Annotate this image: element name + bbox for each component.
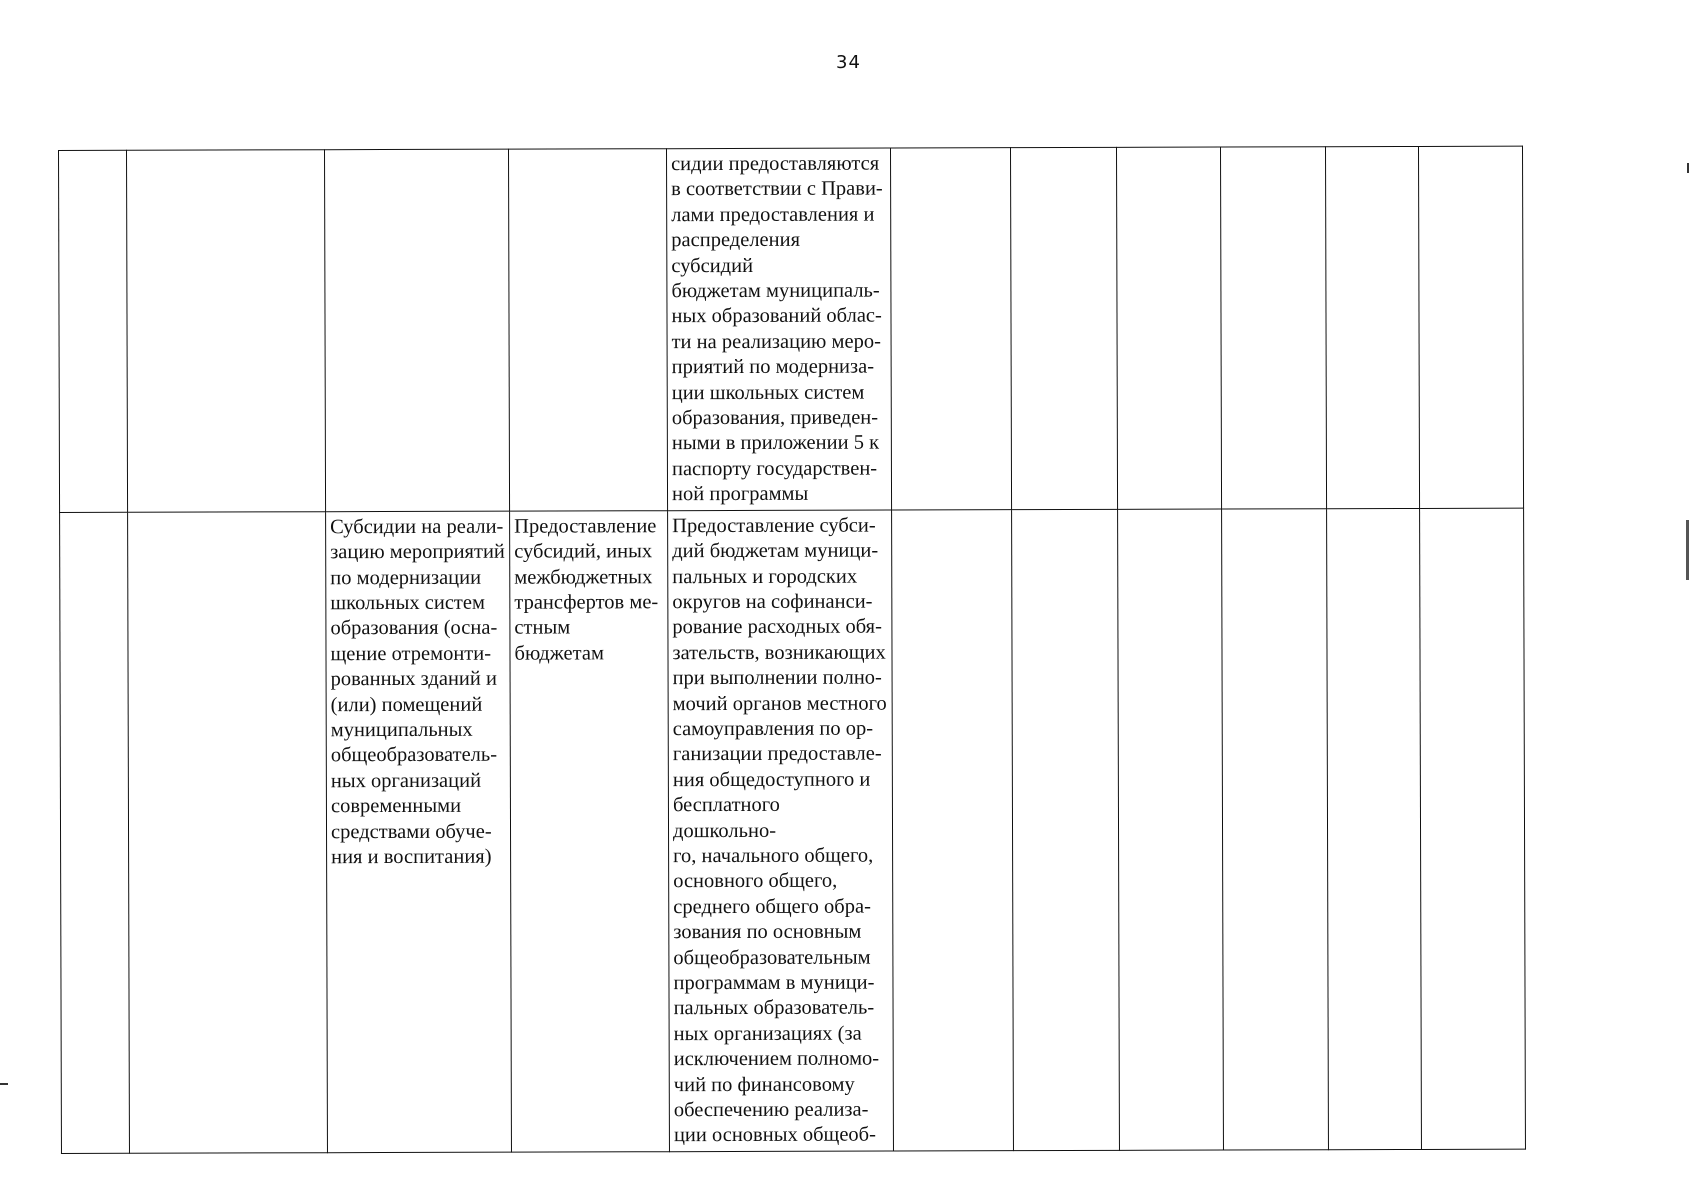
table-cell [1327,508,1422,1149]
table-cell [326,511,512,1153]
scan-edge-mark [1686,520,1689,580]
table-cell [1220,147,1326,509]
table-cell [1418,146,1523,508]
table-cell [668,510,894,1152]
table-cell [1118,509,1224,1150]
measure-type-text: Предоставление субсидий, иных межбюджетных трансфертов ме- стным бюджетам [514,514,659,665]
table-cell [1010,147,1117,509]
table-cell [508,149,667,511]
table-cell [127,150,326,512]
scan-edge-mark [0,1083,8,1085]
table-cell [1420,508,1526,1149]
subsidy-rules-text: сидии предоставляются в соответствии с Прави- лами предоставления и распределения субсидий бюджетам муниципаль- ных образований облас- ти на реализацию меро- приятий по модерниза- ции школьных систем образования, приведен- ными в приложении 5 к паспорту государствен- ной программы [671,152,883,506]
table-cell [60,512,130,1153]
table-cell [128,511,328,1153]
table-row [59,146,1524,512]
cell-text [132,515,321,516]
page-number: 34 [836,52,861,73]
cell-text [329,153,504,154]
measure-name-text: Субсидии на реали- зацию мероприятий по модернизации школьных систем образования (осна- щение отремонти- рованных зданий и (или) помещений муниципальных общеобразователь- ных организаций современными средствами обуче- ния и воспитания) [330,515,505,869]
scan-edge-mark [1687,163,1689,173]
table-cell [325,149,510,511]
program-measures-table [58,146,1526,1154]
table-cell [1116,147,1221,509]
table-cell [510,510,670,1152]
table-cell [1222,508,1329,1149]
table-cell [666,148,891,510]
table-cell [890,148,1011,510]
cell-text [131,153,320,154]
table-cell [1325,146,1419,508]
table-cell [59,150,128,512]
measure-description-text: Предоставление субси- дий бюджетам муници- пальных и городских округов на софинанси- рование расходных обя- зательств, возникающих при выполнении полно- мочий органов местного самоуправления по ор- ганизации предоставле- ния общедоступного и бесплатного дошкольно- го, начального общего, основного общего, среднего общего обра- зования по основным общеобразовательным программам в муници- пальных образователь- ных организациях (за исключением полномо- чий по финансовому обеспечению реализа- ции основных общеоб- [672,514,887,1147]
table-cell [1012,509,1120,1150]
table-row [60,508,1526,1153]
table-cell [892,509,1014,1151]
